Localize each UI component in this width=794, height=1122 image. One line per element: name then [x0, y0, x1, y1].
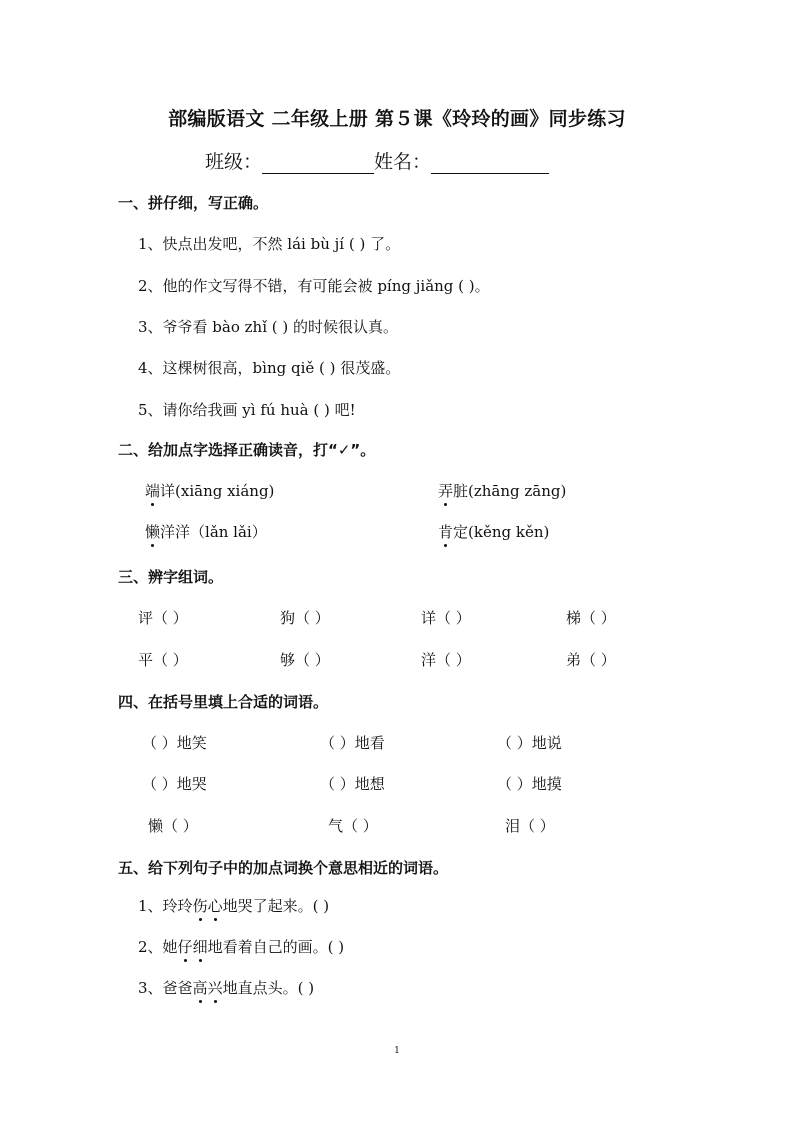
s5-question-3 — [138, 977, 314, 998]
dotted-char: 懒 — [145, 523, 161, 541]
s5-text: 地看着自己的画。( ) — [207, 938, 345, 956]
s5-text: 2、她 — [138, 938, 178, 956]
name-label: 姓名： — [374, 151, 432, 173]
s4-cell: （ ）地说 — [497, 734, 562, 752]
s1-question-3: 3、爷爷看 bào zhǐ ( ) 的时候很认真。 — [138, 318, 399, 336]
s4-cell: 懒（ ） — [148, 817, 198, 835]
section-4-heading: 四、在括号里填上合适的词语。 — [118, 693, 329, 711]
class-label: 班级： — [205, 151, 263, 173]
s5-text: 地直点头。( ) — [222, 979, 315, 997]
section-1-heading: 一、拼仔细，写正确。 — [118, 194, 269, 212]
s3-cell: 够（ ） — [280, 651, 330, 669]
s2-item-text: 脏(zhāng zāng) — [453, 482, 567, 500]
s3-cell: 评（ ） — [138, 609, 188, 627]
s2-item-4 — [438, 521, 549, 542]
s1-question-4: 4、这棵树很高，bìng qiě ( ) 很茂盛。 — [138, 359, 401, 377]
dotted-char: 肯 — [438, 523, 454, 541]
s3-cell: 梯（ ） — [566, 609, 616, 627]
s4-cell: （ ）地摸 — [497, 775, 562, 793]
dotted-char: 细 — [192, 938, 208, 956]
section-3-heading: 三、辨字组词。 — [118, 568, 224, 586]
s2-item-2 — [438, 480, 566, 501]
s1-question-5: 5、请你给我画 yì fú huà ( ) 吧! — [138, 401, 356, 419]
s4-cell: 气（ ） — [328, 817, 378, 835]
s3-cell: 详（ ） — [421, 609, 471, 627]
s4-cell: （ ）地笑 — [142, 734, 207, 752]
s5-text: 地哭了起来。( ) — [222, 897, 330, 915]
s5-text: 1、玲玲 — [138, 897, 193, 915]
s5-question-1 — [138, 895, 329, 916]
s5-question-2 — [138, 936, 344, 957]
s2-item-3 — [145, 521, 267, 542]
s3-cell: 平（ ） — [138, 651, 188, 669]
dotted-char: 仔 — [177, 938, 193, 956]
s2-item-text: 定(kěng kěn) — [453, 523, 550, 541]
page-number: 1 — [394, 1046, 400, 1056]
s1-question-2: 2、他的作文写得不错，有可能会被 píng jiǎng ( )。 — [138, 277, 490, 295]
section-2-heading: 二、给加点字选择正确读音，打“✓”。 — [118, 441, 376, 459]
dotted-char: 弄 — [438, 482, 454, 500]
s4-cell: （ ）地哭 — [142, 775, 207, 793]
section-5-heading: 五、给下列句子中的加点词换个意思相近的词语。 — [118, 859, 449, 877]
s2-item-text: 洋洋（lǎn lǎi） — [160, 523, 267, 541]
s2-item-1 — [145, 480, 274, 501]
page-title: 部编版语文 二年级上册 第５课《玲玲的画》同步练习 — [168, 108, 626, 130]
dotted-char: 心 — [207, 897, 223, 915]
name-blank[interactable] — [431, 153, 549, 174]
s4-cell: 泪（ ） — [505, 817, 555, 835]
s2-item-text: 详(xiāng xiáng) — [160, 482, 275, 500]
dotted-char: 端 — [145, 482, 161, 500]
s3-cell: 洋（ ） — [421, 651, 471, 669]
s3-cell: 狗（ ） — [280, 609, 330, 627]
s1-question-1: 1、快点出发吧，不然 lái bù jí ( ) 了。 — [138, 235, 401, 253]
dotted-char: 高 — [192, 979, 208, 997]
s5-text: 3、爸爸 — [138, 979, 193, 997]
s4-cell: （ ）地看 — [320, 734, 385, 752]
s4-cell: （ ）地想 — [320, 775, 385, 793]
dotted-char: 兴 — [207, 979, 223, 997]
student-info — [205, 147, 549, 174]
class-blank[interactable] — [262, 153, 374, 174]
s3-cell: 弟（ ） — [566, 651, 616, 669]
dotted-char: 伤 — [192, 897, 208, 915]
